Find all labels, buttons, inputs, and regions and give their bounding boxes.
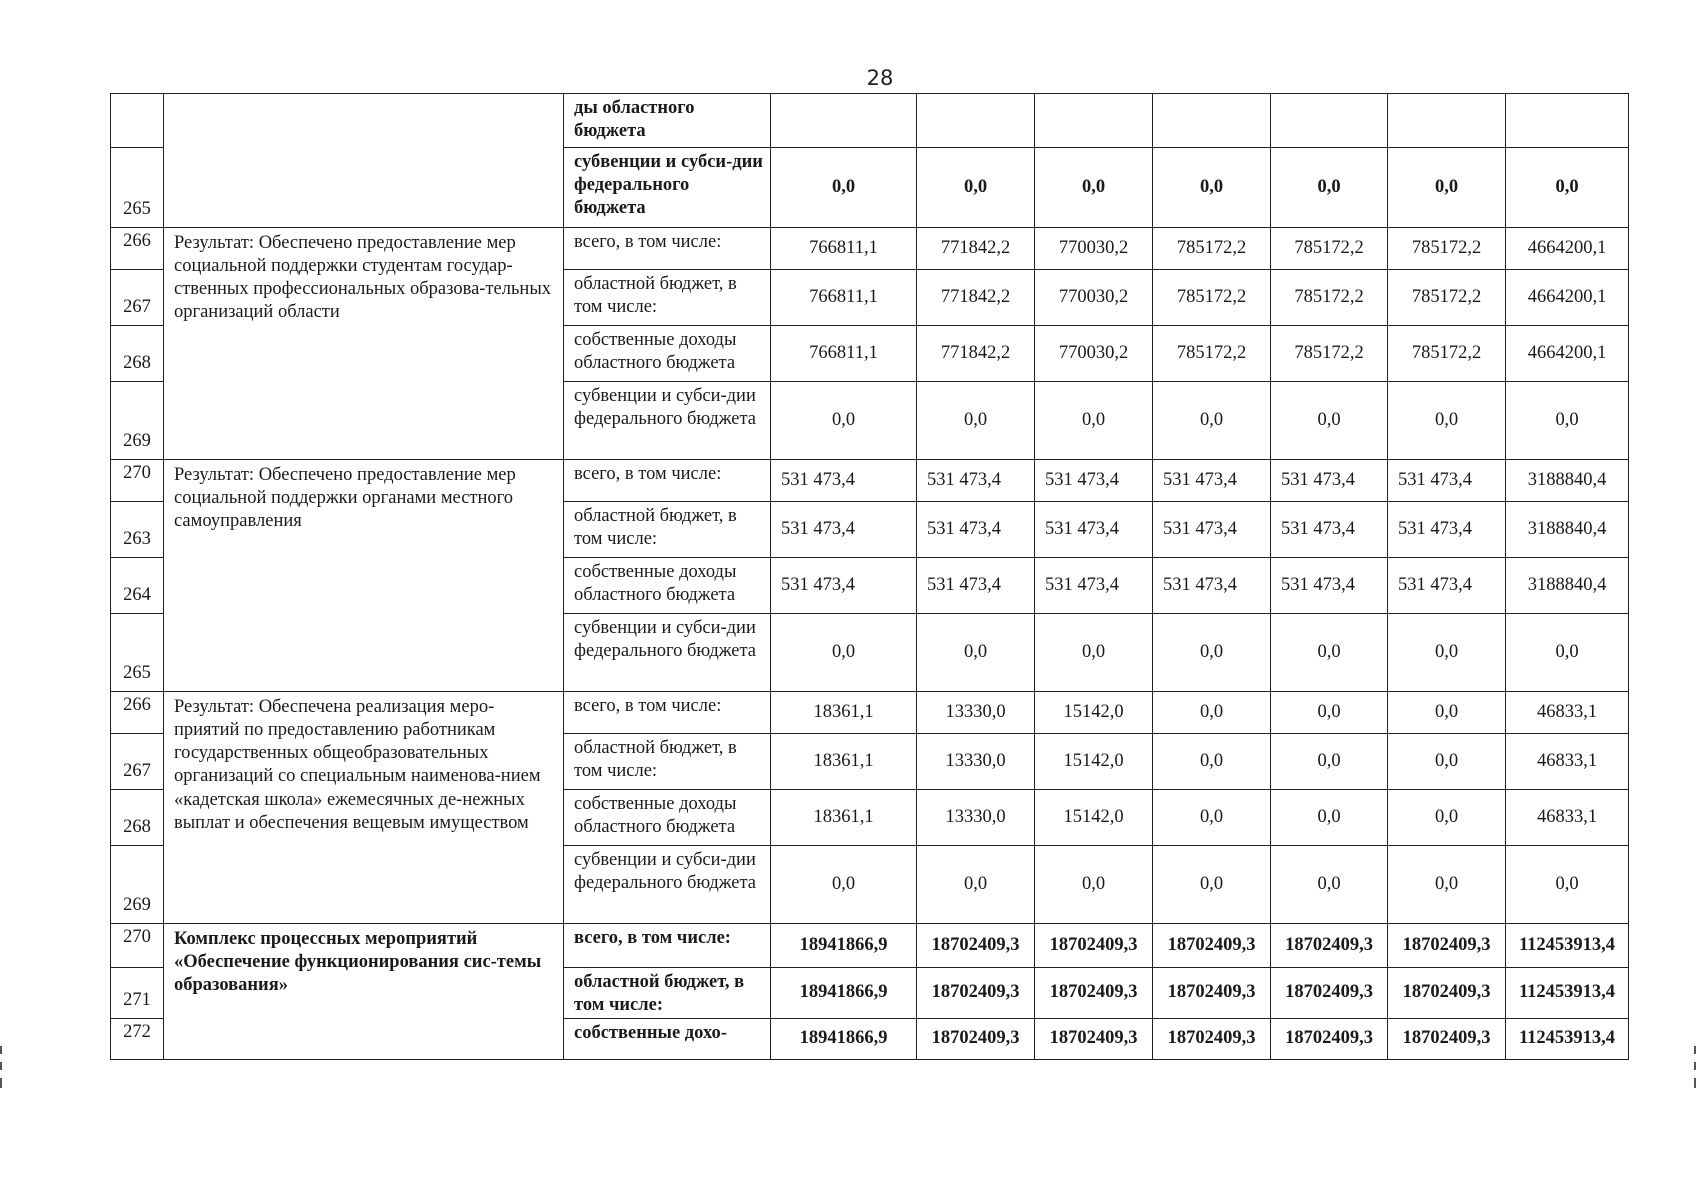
value-cell: 0,0 bbox=[1271, 846, 1388, 924]
row-number: 265 bbox=[111, 614, 164, 692]
value-cell: 18361,1 bbox=[771, 734, 917, 790]
row-number: 267 bbox=[111, 734, 164, 790]
funding-source: субвенции и субси-дии федерального бюджета bbox=[564, 846, 771, 924]
value-cell: 0,0 bbox=[1153, 734, 1271, 790]
value-cell: 0,0 bbox=[1506, 614, 1629, 692]
value-cell: 785172,2 bbox=[1271, 326, 1388, 382]
value-cell bbox=[1035, 94, 1153, 148]
value-cell: 766811,1 bbox=[771, 270, 917, 326]
value-cell: 0,0 bbox=[1035, 614, 1153, 692]
value-cell: 0,0 bbox=[917, 148, 1035, 228]
scan-mark bbox=[0, 1078, 2, 1088]
row-number: 265 bbox=[111, 148, 164, 228]
value-cell: 4664200,1 bbox=[1506, 228, 1629, 270]
funding-source: всего, в том числе: bbox=[564, 692, 771, 734]
value-cell: 3188840,4 bbox=[1506, 460, 1629, 502]
scan-mark bbox=[0, 1046, 2, 1054]
result-description: Результат: Обеспечена реализация меро-приятий по предоставлению работникам государственных общеобразовательных организаций со специальным наименова-нием «кадетская школа» ежемесячных де-нежных выплат и обеспечения вещевым имуществом bbox=[164, 692, 564, 924]
value-cell: 0,0 bbox=[1271, 148, 1388, 228]
value-cell: 0,0 bbox=[1388, 148, 1506, 228]
table-row bbox=[111, 924, 1629, 968]
value-cell: 18941866,9 bbox=[771, 1019, 917, 1060]
value-cell: 4664200,1 bbox=[1506, 326, 1629, 382]
value-cell: 18702409,3 bbox=[1153, 1019, 1271, 1060]
value-cell bbox=[1153, 94, 1271, 148]
value-cell: 112453913,4 bbox=[1506, 1019, 1629, 1060]
value-cell: 0,0 bbox=[1388, 734, 1506, 790]
value-cell: 0,0 bbox=[1153, 790, 1271, 846]
value-cell: 531 473,4 bbox=[1388, 502, 1506, 558]
value-cell: 18702409,3 bbox=[1035, 968, 1153, 1019]
funding-source: собственные доходы областного бюджета bbox=[564, 790, 771, 846]
value-cell: 0,0 bbox=[1388, 382, 1506, 460]
value-cell: 18702409,3 bbox=[1388, 968, 1506, 1019]
value-cell: 0,0 bbox=[1153, 382, 1271, 460]
value-cell: 0,0 bbox=[1271, 614, 1388, 692]
value-cell: 531 473,4 bbox=[1271, 460, 1388, 502]
value-cell: 18361,1 bbox=[771, 790, 917, 846]
scan-mark bbox=[1694, 1078, 1696, 1088]
value-cell: 18941866,9 bbox=[771, 968, 917, 1019]
value-cell: 0,0 bbox=[917, 614, 1035, 692]
result-description bbox=[164, 94, 564, 228]
value-cell: 18702409,3 bbox=[1271, 1019, 1388, 1060]
value-cell: 766811,1 bbox=[771, 228, 917, 270]
value-cell: 785172,2 bbox=[1388, 270, 1506, 326]
value-cell: 785172,2 bbox=[1271, 270, 1388, 326]
result-description: Результат: Обеспечено предоставление мер социальной поддержки органами местного самоуправления bbox=[164, 460, 564, 692]
value-cell: 3188840,4 bbox=[1506, 558, 1629, 614]
value-cell: 4664200,1 bbox=[1506, 270, 1629, 326]
value-cell: 15142,0 bbox=[1035, 790, 1153, 846]
scan-mark bbox=[1694, 1046, 1696, 1054]
value-cell: 18702409,3 bbox=[917, 968, 1035, 1019]
row-number: 264 bbox=[111, 558, 164, 614]
value-cell: 785172,2 bbox=[1153, 228, 1271, 270]
value-cell: 15142,0 bbox=[1035, 734, 1153, 790]
value-cell: 0,0 bbox=[1506, 148, 1629, 228]
value-cell: 46833,1 bbox=[1506, 790, 1629, 846]
funding-source: областной бюджет, в том числе: bbox=[564, 734, 771, 790]
value-cell: 18361,1 bbox=[771, 692, 917, 734]
value-cell: 785172,2 bbox=[1153, 326, 1271, 382]
value-cell: 13330,0 bbox=[917, 692, 1035, 734]
value-cell: 0,0 bbox=[1271, 382, 1388, 460]
value-cell: 18702409,3 bbox=[917, 1019, 1035, 1060]
value-cell bbox=[917, 94, 1035, 148]
value-cell: 112453913,4 bbox=[1506, 968, 1629, 1019]
value-cell: 0,0 bbox=[1271, 692, 1388, 734]
value-cell: 18702409,3 bbox=[1153, 968, 1271, 1019]
value-cell: 0,0 bbox=[1153, 846, 1271, 924]
value-cell: 531 473,4 bbox=[917, 558, 1035, 614]
funding-source: субвенции и субси-дии федерального бюджета bbox=[564, 148, 771, 228]
value-cell: 0,0 bbox=[771, 846, 917, 924]
value-cell: 766811,1 bbox=[771, 326, 917, 382]
value-cell: 531 473,4 bbox=[1035, 460, 1153, 502]
row-number: 271 bbox=[111, 968, 164, 1019]
funding-source: областной бюджет, в том числе: bbox=[564, 968, 771, 1019]
funding-source: субвенции и субси-дии федерального бюджета bbox=[564, 614, 771, 692]
row-number: 270 bbox=[111, 460, 164, 502]
funding-source: всего, в том числе: bbox=[564, 228, 771, 270]
value-cell: 0,0 bbox=[1035, 846, 1153, 924]
value-cell: 0,0 bbox=[917, 846, 1035, 924]
value-cell: 0,0 bbox=[1153, 614, 1271, 692]
row-number: 272 bbox=[111, 1019, 164, 1060]
row-number: 269 bbox=[111, 846, 164, 924]
funding-source: собственные дохо- bbox=[564, 1019, 771, 1060]
funding-source: ды областного бюджета bbox=[564, 94, 771, 148]
value-cell: 531 473,4 bbox=[1153, 558, 1271, 614]
funding-source: субвенции и субси-дии федерального бюджета bbox=[564, 382, 771, 460]
value-cell: 785172,2 bbox=[1271, 228, 1388, 270]
value-cell: 0,0 bbox=[917, 382, 1035, 460]
value-cell: 46833,1 bbox=[1506, 692, 1629, 734]
value-cell: 0,0 bbox=[771, 382, 917, 460]
row-number: 267 bbox=[111, 270, 164, 326]
value-cell: 0,0 bbox=[1271, 790, 1388, 846]
scan-mark bbox=[1694, 1062, 1696, 1070]
value-cell bbox=[1271, 94, 1388, 148]
value-cell: 531 473,4 bbox=[1271, 502, 1388, 558]
value-cell: 531 473,4 bbox=[1153, 460, 1271, 502]
value-cell: 18702409,3 bbox=[1271, 968, 1388, 1019]
funding-source: всего, в том числе: bbox=[564, 924, 771, 968]
value-cell: 0,0 bbox=[771, 148, 917, 228]
table-row bbox=[111, 94, 1629, 148]
result-description: Комплекс процессных мероприятий «Обеспечение функционирования сис-темы образования» bbox=[164, 924, 564, 1060]
value-cell: 531 473,4 bbox=[1388, 558, 1506, 614]
value-cell: 531 473,4 bbox=[771, 502, 917, 558]
value-cell bbox=[1506, 94, 1629, 148]
value-cell: 0,0 bbox=[1153, 148, 1271, 228]
value-cell: 46833,1 bbox=[1506, 734, 1629, 790]
budget-table bbox=[110, 93, 1629, 1060]
value-cell: 531 473,4 bbox=[771, 460, 917, 502]
table-row bbox=[111, 460, 1629, 502]
value-cell: 13330,0 bbox=[917, 790, 1035, 846]
value-cell: 531 473,4 bbox=[771, 558, 917, 614]
value-cell: 771842,2 bbox=[917, 326, 1035, 382]
row-number: 266 bbox=[111, 228, 164, 270]
funding-source: всего, в том числе: bbox=[564, 460, 771, 502]
value-cell: 531 473,4 bbox=[1153, 502, 1271, 558]
result-description: Результат: Обеспечено предоставление мер социальной поддержки студентам государ-ственных профессиональных образова-тельных организаций области bbox=[164, 228, 564, 460]
value-cell: 18702409,3 bbox=[1271, 924, 1388, 968]
value-cell: 0,0 bbox=[1035, 382, 1153, 460]
row-number: 266 bbox=[111, 692, 164, 734]
value-cell: 18702409,3 bbox=[1388, 1019, 1506, 1060]
value-cell: 0,0 bbox=[1035, 148, 1153, 228]
value-cell: 785172,2 bbox=[1388, 326, 1506, 382]
value-cell: 0,0 bbox=[1271, 734, 1388, 790]
value-cell: 0,0 bbox=[1388, 790, 1506, 846]
value-cell: 531 473,4 bbox=[1035, 502, 1153, 558]
value-cell: 531 473,4 bbox=[1035, 558, 1153, 614]
table-row bbox=[111, 692, 1629, 734]
value-cell: 18702409,3 bbox=[1035, 1019, 1153, 1060]
value-cell: 18941866,9 bbox=[771, 924, 917, 968]
value-cell: 0,0 bbox=[1388, 614, 1506, 692]
value-cell: 3188840,4 bbox=[1506, 502, 1629, 558]
value-cell: 18702409,3 bbox=[1153, 924, 1271, 968]
funding-source: собственные доходы областного бюджета bbox=[564, 558, 771, 614]
value-cell: 0,0 bbox=[1506, 382, 1629, 460]
value-cell: 770030,2 bbox=[1035, 270, 1153, 326]
value-cell: 0,0 bbox=[771, 614, 917, 692]
value-cell bbox=[1388, 94, 1506, 148]
value-cell: 15142,0 bbox=[1035, 692, 1153, 734]
value-cell: 531 473,4 bbox=[917, 502, 1035, 558]
table-row bbox=[111, 228, 1629, 270]
scan-mark bbox=[0, 1062, 2, 1070]
value-cell: 0,0 bbox=[1388, 692, 1506, 734]
row-number: 270 bbox=[111, 924, 164, 968]
value-cell: 531 473,4 bbox=[1388, 460, 1506, 502]
value-cell: 18702409,3 bbox=[1388, 924, 1506, 968]
funding-source: областной бюджет, в том числе: bbox=[564, 270, 771, 326]
value-cell: 0,0 bbox=[1388, 846, 1506, 924]
row-number: 268 bbox=[111, 326, 164, 382]
value-cell: 13330,0 bbox=[917, 734, 1035, 790]
page-number: 28 bbox=[866, 66, 894, 90]
value-cell: 771842,2 bbox=[917, 228, 1035, 270]
value-cell: 531 473,4 bbox=[1271, 558, 1388, 614]
value-cell: 785172,2 bbox=[1388, 228, 1506, 270]
value-cell: 0,0 bbox=[1506, 846, 1629, 924]
value-cell: 770030,2 bbox=[1035, 326, 1153, 382]
value-cell: 112453913,4 bbox=[1506, 924, 1629, 968]
row-number: 269 bbox=[111, 382, 164, 460]
value-cell: 18702409,3 bbox=[917, 924, 1035, 968]
row-number bbox=[111, 94, 164, 148]
row-number: 263 bbox=[111, 502, 164, 558]
value-cell bbox=[771, 94, 917, 148]
value-cell: 771842,2 bbox=[917, 270, 1035, 326]
value-cell: 531 473,4 bbox=[917, 460, 1035, 502]
funding-source: областной бюджет, в том числе: bbox=[564, 502, 771, 558]
value-cell: 770030,2 bbox=[1035, 228, 1153, 270]
value-cell: 18702409,3 bbox=[1035, 924, 1153, 968]
funding-source: собственные доходы областного бюджета bbox=[564, 326, 771, 382]
value-cell: 0,0 bbox=[1153, 692, 1271, 734]
row-number: 268 bbox=[111, 790, 164, 846]
value-cell: 785172,2 bbox=[1153, 270, 1271, 326]
